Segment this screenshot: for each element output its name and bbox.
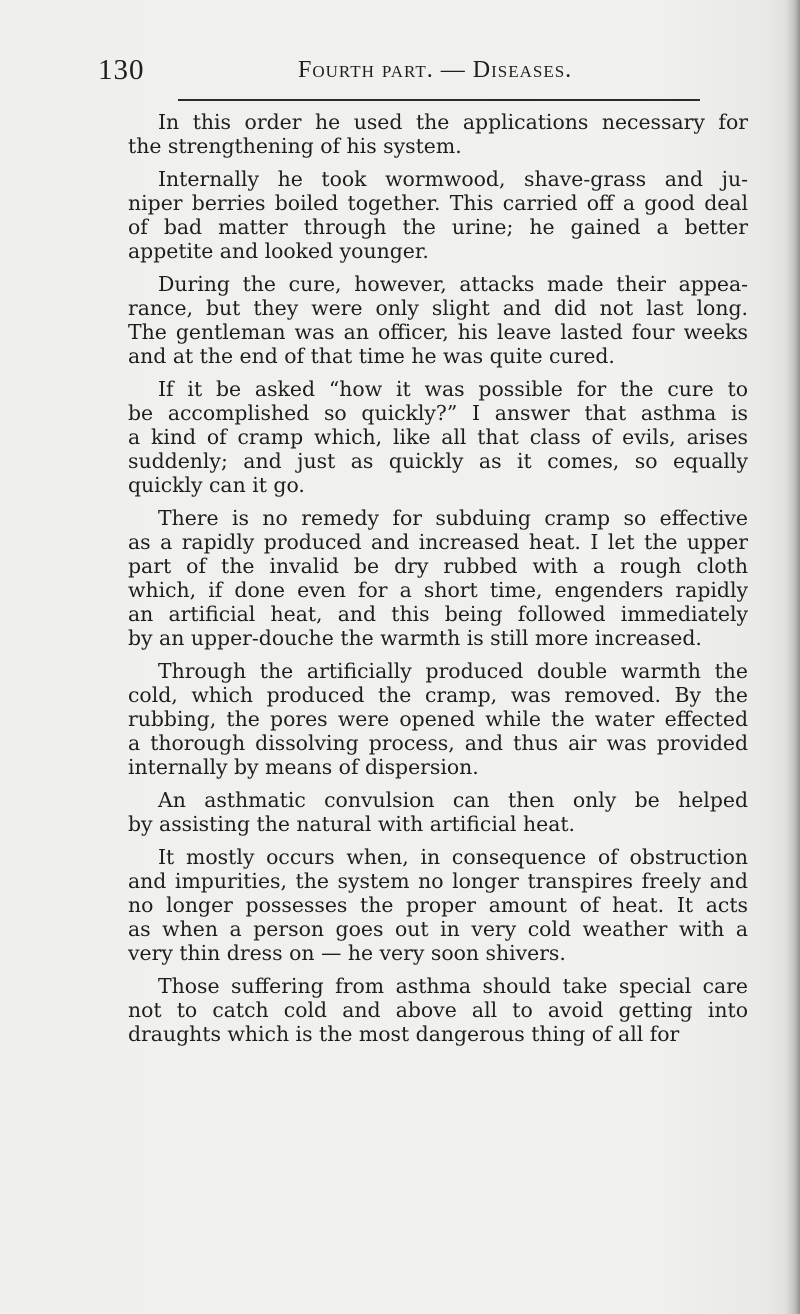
- text-line: by an upper-douche the warmth is still more increased.: [128, 626, 702, 650]
- paragraph: [128, 110, 748, 158]
- page-edge-shadow: [786, 0, 800, 1314]
- text-line: Internally he took wormwood, shave-grass and ju-: [158, 167, 748, 191]
- text-line: Those suffering from asthma should take special care: [158, 974, 748, 998]
- text-line: no longer possesses the proper amount of heat. It acts: [128, 893, 748, 917]
- text-line: It mostly occurs when, in consequence of obstruction: [158, 845, 748, 869]
- text-line: of bad matter through the urine; he gained a better: [128, 215, 748, 239]
- text-line: suddenly; and just as quickly as it comes, so equally: [128, 449, 748, 473]
- page-number: 130: [98, 54, 145, 86]
- text-line: and at the end of that time he was quite cured.: [128, 344, 615, 368]
- text-line: quickly can it go.: [128, 473, 305, 497]
- text-line: rance, but they were only slight and did not last long.: [128, 296, 748, 320]
- header-rule: [178, 99, 700, 101]
- paragraph: [128, 167, 748, 263]
- text-line: and impurities, the system no longer transpires freely and: [128, 869, 748, 893]
- text-line: In this order he used the applications necessary for: [158, 110, 748, 134]
- text-line: as a rapidly produced and increased heat. I let the upper: [128, 530, 748, 554]
- text-line: a thorough dissolving process, and thus air was provided: [128, 731, 748, 755]
- text-line: internally by means of dispersion.: [128, 755, 479, 779]
- text-line: niper berries boiled together. This carried off a good deal: [128, 191, 748, 215]
- paragraph: [128, 659, 748, 779]
- text-line: rubbing, the pores were opened while the water effected: [128, 707, 748, 731]
- paragraph: [128, 506, 748, 650]
- text-line: as when a person goes out in very cold weather with a: [128, 917, 748, 941]
- text-line: not to catch cold and above all to avoid getting into: [128, 998, 748, 1022]
- text-line: a kind of cramp which, like all that class of evils, arises: [128, 425, 748, 449]
- text-line: Through the artificially produced double warmth the: [158, 659, 748, 683]
- paragraph: [128, 272, 748, 368]
- text-line: During the cure, however, attacks made their appea-: [158, 272, 748, 296]
- page-header: [98, 50, 798, 90]
- paragraph: [128, 788, 748, 836]
- text-line: an artificial heat, and this being followed immediately: [128, 602, 748, 626]
- text-line: very thin dress on — he very soon shivers.: [128, 941, 566, 965]
- paragraph: [128, 974, 748, 1046]
- text-line: There is no remedy for subduing cramp so effective: [158, 506, 748, 530]
- paragraph: [128, 377, 748, 497]
- text-line: If it be asked “how it was possible for the cure to: [158, 377, 748, 401]
- text-line: draughts which is the most dangerous thing of all for: [128, 1022, 680, 1046]
- paragraph: [128, 845, 748, 965]
- text-line: the strengthening of his system.: [128, 134, 462, 158]
- running-head: Fourth part. — Diseases.: [298, 57, 573, 83]
- text-line: cold, which produced the cramp, was removed. By the: [128, 683, 748, 707]
- text-line: which, if done even for a short time, engenders rapidly: [128, 578, 748, 602]
- text-line: The gentleman was an officer, his leave lasted four weeks: [128, 320, 748, 344]
- text-line: be accomplished so quickly?” I answer that asthma is: [128, 401, 748, 425]
- text-line: appetite and looked younger.: [128, 239, 429, 263]
- text-line: An asthmatic convulsion can then only be helped: [158, 788, 748, 812]
- text-line: part of the invalid be dry rubbed with a rough cloth: [128, 554, 748, 578]
- body-text: [128, 110, 748, 1055]
- text-line: by assisting the natural with artificial heat.: [128, 812, 576, 836]
